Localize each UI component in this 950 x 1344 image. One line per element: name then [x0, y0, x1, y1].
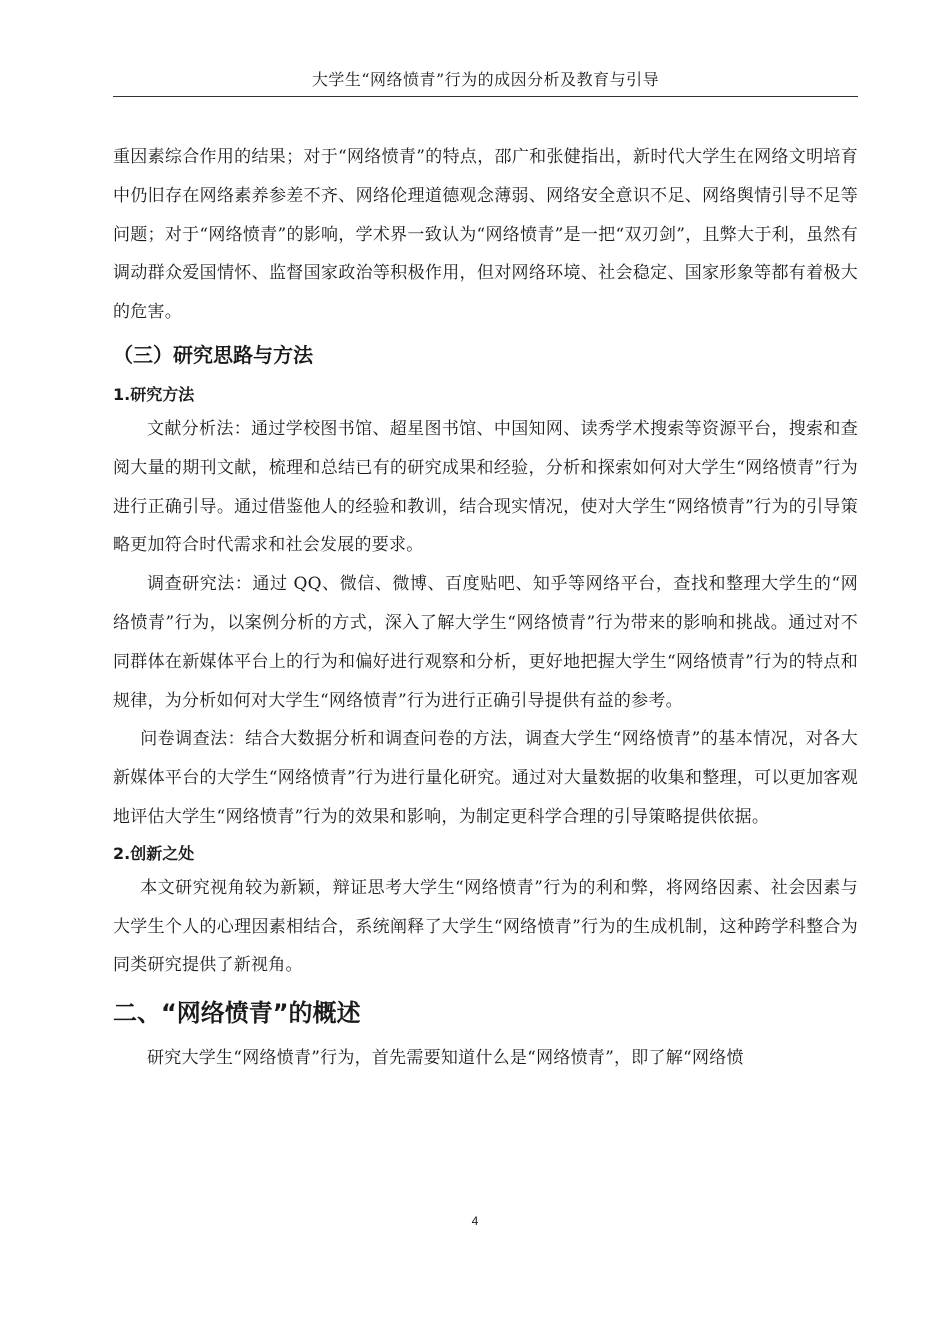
paragraph-questionnaire-method: 问卷调查法：结合大数据分析和调查问卷的方法，调查大学生“网络愤青”的基本情况，对各大新媒体平台的大学生“网络愤青”行为进行量化研究。通过对大量数据的收集和整理，可以更加客观地评估大学生“网络愤青”行为的效果和影响，为制定更科学合理的引导策略提供依据。 [113, 729, 858, 827]
running-header [113, 66, 858, 97]
paragraph-literature-method: 文献分析法：通过学校图书馆、超星图书馆、中国知网、读秀学术搜索等资源平台，搜索和查阅大量的期刊文献，梳理和总结已有的研究成果和经验，分析和探索如何对大学生“网络愤青”行为进行正确引导。通过借鉴他人的经验和教训，结合现实情况，使对大学生“网络愤青”行为的引导策略更加符合时代需求和社会发展的要求。 [113, 418, 858, 556]
subsection-heading-research-methods: 1.研究方法 [113, 384, 195, 404]
paragraph-overview-start: 研究大学生“网络愤青”行为，首先需要知道什么是“网络愤青”，即了解“网络愤 [147, 1048, 744, 1069]
page-number: 4 [471, 1214, 479, 1228]
page-body [113, 138, 858, 1078]
running-header-title: 大学生“网络愤青”行为的成因分析及教育与引导 [311, 70, 660, 89]
paragraph-survey-method: 调查研究法：通过 QQ、微信、微博、百度贴吧、知乎等网络平台，查找和整理大学生的“网络愤青”行为，以案例分析的方式，深入了解大学生“网络愤青”行为带来的影响和挑战。通过对不同群体在新媒体平台上的行为和偏好进行观察和分析，更好地把握大学生“网络愤青”行为的特点和规律，为分析如何对大学生“网络愤青”行为进行正确引导提供有益的参考。 [113, 574, 858, 711]
section-heading-research-approach: （三）研究思路与方法 [113, 342, 313, 367]
paragraph-innovation: 本文研究视角较为新颖，辩证思考大学生“网络愤青”行为的利和弊，将网络因素、社会因素与大学生个人的心理因素相结合，系统阐释了大学生“网络愤青”行为的生成机制，这种跨学科整合为同类研究提供了新视角。 [113, 877, 858, 976]
paragraph-literature-review-end: 重因素综合作用的结果；对于“网络愤青”的特点，邵广和张健指出，新时代大学生在网络文明培育中仍旧存在网络素养参差不齐、网络伦理道德观念薄弱、网络安全意识不足、网络舆情引导不足等问题；对于“网络愤青”的影响，学术界一致认为“网络愤青”是一把“双刃剑”，且弊大于利，虽然有调动群众爱国情怀、监督国家政治等积极作用，但对网络环境、社会稳定、国家形象等都有着极大的危害。 [113, 147, 858, 323]
chapter-heading-overview: 二、“网络愤青”的概述 [113, 999, 361, 1028]
subsection-heading-innovation: 2.创新之处 [113, 843, 195, 863]
